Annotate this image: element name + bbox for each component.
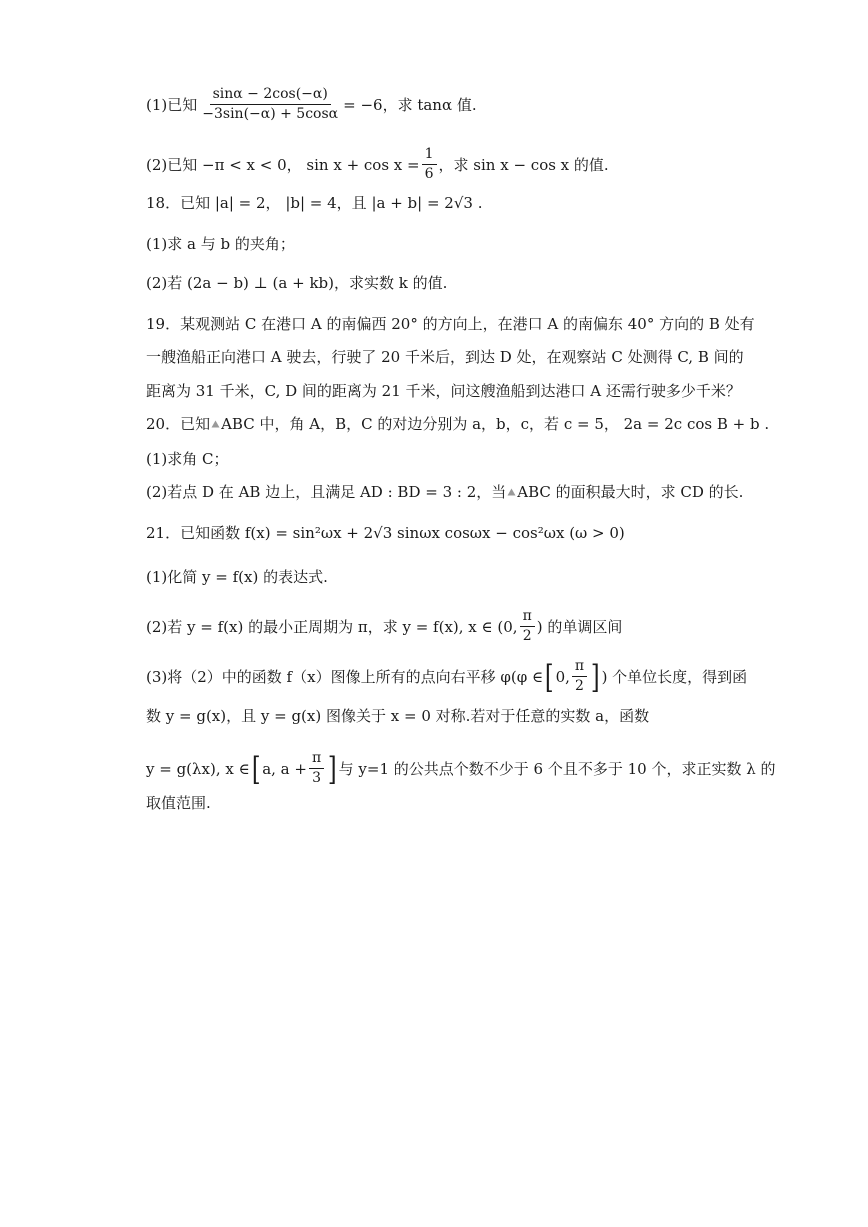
p2-suffix: ，求 sin x − cos x 的值.	[438, 155, 609, 174]
q20-part-2-a: (2)若点 D 在 AB 边上，且满足 AD : BD = 3 : 2，当	[146, 483, 507, 501]
q21-part-2-a: (2)若 y = f(x) 的最小正周期为 π，求 y = f(x), x ∈ (0,	[146, 617, 518, 636]
q21-p3-fraction	[572, 658, 587, 695]
problem-19-line-3	[146, 380, 828, 402]
q21-part-3-line-3-interval: [ a, a + $\frac{\pi}{3}$ ]	[251, 749, 337, 788]
triangle-icon	[507, 488, 516, 496]
p1-suffix: = −6，求 tanα 值.	[343, 95, 477, 114]
q18-statement: 18．已知 |a| = 2， |b| = 4，且 |a + b| = 2√3 .	[146, 194, 483, 212]
problem-19-line-1	[146, 313, 828, 335]
problem-17-part-2	[146, 146, 828, 183]
p1-prefix: (1)已知	[146, 95, 198, 114]
q19-line-1: 19．某观测站 C 在港口 A 的南偏西 20° 的方向上，在港口 A 的南偏东 40° 方向的 B 处有	[146, 315, 755, 333]
triangle-icon	[211, 420, 220, 428]
q21-p3-numerator: π	[572, 658, 587, 677]
problem-20-part-1	[146, 448, 828, 470]
problem-19-line-2	[146, 346, 828, 368]
q18-part-1: (1)求 a 与 b 的夹角；	[146, 235, 295, 253]
p1-fraction	[199, 86, 341, 123]
q21-part-3-line-3-a: y = g(λx), x ∈	[146, 759, 250, 778]
q21-statement: 21．已知函数 f(x) = sin²ωx + 2√3 sinωx cosωx − cos²ωx (ω > 0)	[146, 524, 625, 542]
q21-part-3-interval: [ 0, $\frac{\pi}{2}$ ]	[544, 657, 600, 696]
q20-part-1: (1)求角 C；	[146, 450, 229, 468]
problem-18	[146, 192, 828, 214]
q21-part-3-line-4: 取值范围.	[146, 794, 211, 812]
q21-p3-interval-start: 0,	[555, 667, 570, 686]
q20-statement: ABC 中，角 A，B，C 的对边分别为 a，b，c，若 c = 5， 2a = 2c cos B + b .	[221, 415, 770, 433]
q19-line-2: 一艘渔船正向港口 A 驶去，行驶了 20 千米后，到达 D 处，在观察站 C 处测得 C, B 间的	[146, 348, 744, 366]
q21-p2-numerator: π	[520, 608, 535, 627]
problem-21-part-3	[146, 658, 828, 695]
q21-part-2-b: ) 的单调区间	[536, 617, 623, 636]
p1-numerator: sinα − 2cos(−α)	[210, 86, 331, 105]
p1-denominator: −3sin(−α) + 5cosα	[202, 106, 339, 122]
q21-part-1: (1)化简 y = f(x) 的表达式.	[146, 568, 328, 586]
q21-p3-denominator: 2	[575, 678, 584, 694]
q21-p3l3-denominator: 3	[312, 770, 322, 786]
q21-part-3-line-3-b: 与 y=1 的公共点个数不少于 6 个且不多于 10 个，求正实数 λ 的	[338, 759, 776, 778]
problem-21-part-1	[146, 566, 828, 588]
problem-18-part-2	[146, 272, 828, 294]
q21-p2-denominator: 2	[522, 628, 532, 644]
problem-21-part-3-line-4	[146, 792, 828, 814]
q21-part-3-line-2: 数 y = g(x)，且 y = g(x) 图像关于 x = 0 对称.若对于任意的实数 a，函数	[146, 707, 650, 725]
p2-numerator: 1	[422, 146, 437, 165]
problem-20-part-2	[146, 481, 828, 503]
q19-line-3: 距离为 31 千米，C, D 间的距离为 21 千米，问这艘渔船到达港口 A 还需行驶多少千米？	[146, 382, 741, 400]
problem-18-part-1	[146, 233, 828, 255]
p2-denominator: 6	[424, 166, 434, 182]
problem-20	[146, 413, 828, 435]
q21-p3l3-numerator: π	[309, 750, 324, 769]
problem-21-part-3-line-3	[146, 750, 828, 787]
p2-prefix: (2)已知 −π < x < 0， sin x + cos x =	[146, 155, 420, 174]
problem-21	[146, 522, 828, 544]
q21-p3l3-fraction	[309, 750, 324, 787]
problem-21-part-3-line-2	[146, 705, 828, 727]
p2-fraction	[422, 146, 437, 183]
q20-prefix: 20．已知	[146, 415, 211, 433]
q21-part-3-a: (3)将（2）中的函数 f（x）图像上所有的点向右平移 φ(φ ∈	[146, 667, 544, 686]
problem-17-part-1	[146, 86, 828, 123]
problem-21-part-2	[146, 608, 828, 645]
q18-part-2: (2)若 (2a − b) ⊥ (a + kb)，求实数 k 的值.	[146, 274, 448, 292]
q21-part-2-fraction	[520, 608, 535, 645]
q21-part-3-b: ) 个单位长度，得到函	[601, 667, 748, 686]
q20-part-2-b: ABC 的面积最大时，求 CD 的长.	[517, 483, 744, 501]
q21-p3l3-interval-start: a, a +	[262, 759, 307, 778]
